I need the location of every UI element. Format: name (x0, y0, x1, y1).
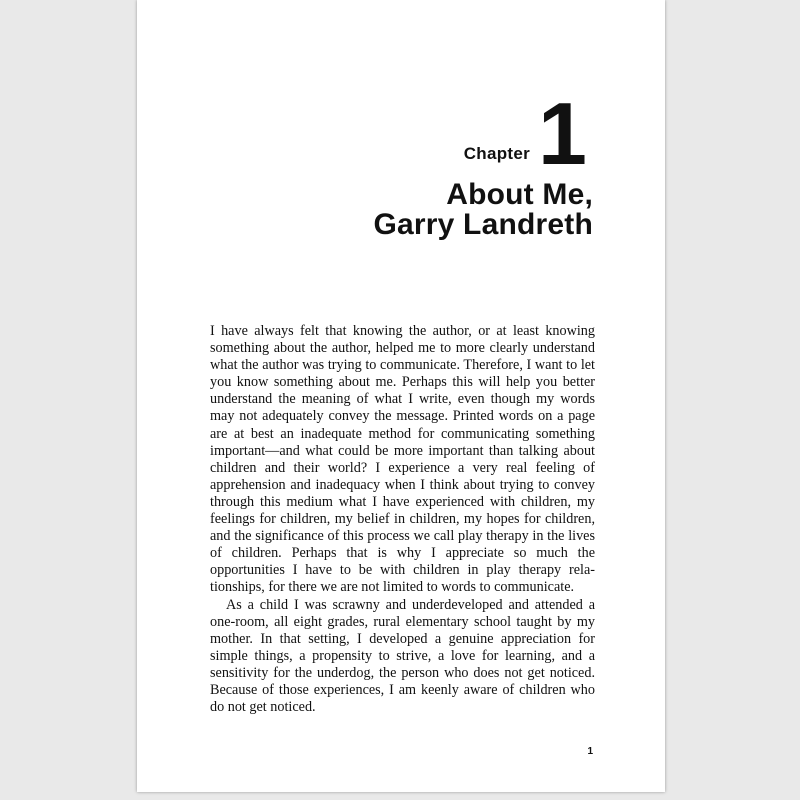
chapter-title-line-2: Garry Landreth (373, 208, 593, 241)
paragraph-1: I have always felt that knowing the author, or at least knowing something about the author, helped me to more clearly understand what the author was trying to communicate. Therefore, I want to let you know something about me. Perhaps this will help you better understand the meaning of what I write, even though my words may not adequately convey the message. Printed words on a page are at best an inadequate method for communicating something important—and what could be more important than talking about children and their world? I experience a very real feeling of apprehension and inadequacy when I think about trying to convey through this medium what I have experienced with children, my feelings for children, my belief in children, my hopes for children, and the significance of this process we call play therapy in the lives of children. Perhaps that is why I appreciate so much the opportunities I have to be with children in play therapy relationships, for there we are not limited to words to communicate. (210, 323, 595, 596)
paragraph-2: As a child I was scrawny and underdeveloped and attended a one-room, all eight grades, rural elementary school taught by my mother. In that setting, I developed a genuine appreciation for simple things, a propensity to strive, a love for learning, and a sensitivity for the underdog, the person who does not get noticed. Because of those experiences, I am keenly aware of children who do not get noticed. (210, 596, 595, 716)
chapter-title (373, 180, 593, 240)
body-text (210, 323, 595, 716)
chapter-label: Chapter (463, 144, 531, 163)
document-page (137, 0, 665, 792)
chapter-title-line-1: About Me, (446, 178, 593, 211)
chapter-number: 1 (538, 84, 585, 183)
chapter-heading (463, 84, 585, 183)
page-number: 1 (587, 746, 593, 757)
